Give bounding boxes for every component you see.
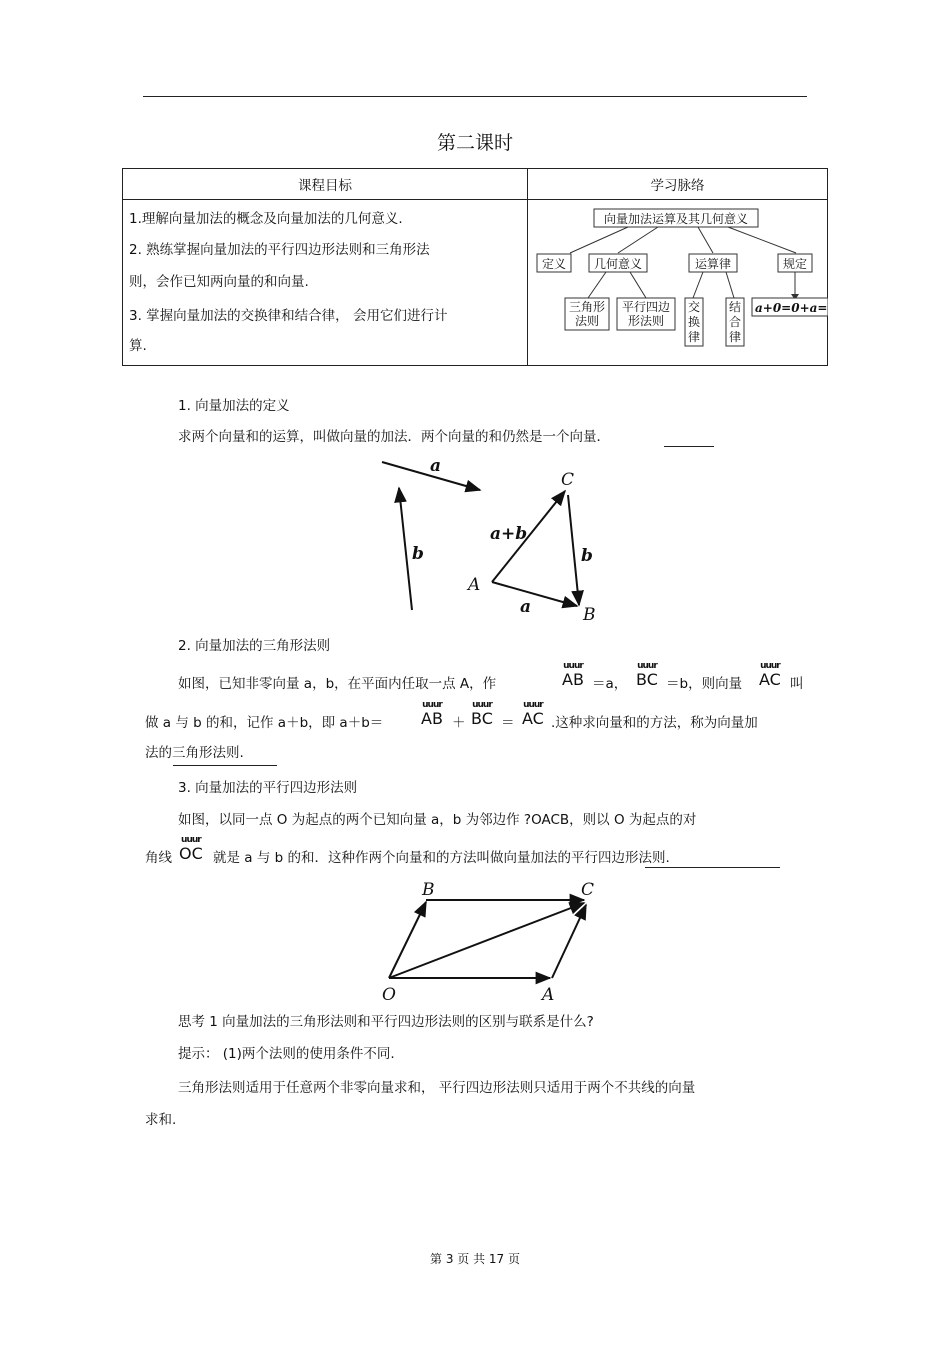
sec3-heading: 3. 向量加法的平行四边形法则 xyxy=(178,780,358,796)
sec2-line2-p2: ＋ xyxy=(452,715,466,731)
fig1-label-b-right: b xyxy=(581,546,593,566)
map-law-comm-1: 交 xyxy=(687,300,701,314)
page-footer: 第 3 页 共 17 页 xyxy=(430,1252,520,1266)
vector-b-free xyxy=(399,488,412,610)
sec2-line2-p1: 做 a 与 b 的和，记作 a＋b，即 a＋b＝ xyxy=(145,715,384,731)
vec-AC-2: uuur AC xyxy=(522,700,544,728)
fig2-label-B: B xyxy=(422,880,435,900)
map-node-def: 定义 xyxy=(541,257,567,271)
map-node-rule: 规定 xyxy=(782,257,808,271)
goal-3b: 算. xyxy=(129,338,147,354)
map-node-geo: 几何意义 xyxy=(593,257,643,271)
sec1-blank xyxy=(664,446,714,447)
fig1-label-C: C xyxy=(561,470,575,490)
map-header: 学习脉络 xyxy=(528,169,828,200)
think-line2: 求和. xyxy=(145,1112,177,1128)
fig1-label-a-top: a xyxy=(430,456,442,476)
vec-AB-2: uuur AB xyxy=(421,700,443,728)
goal-1: 1.理解向量加法的概念及向量加法的几何意义. xyxy=(129,211,403,227)
sec2-line1-p2: ＝a， xyxy=(592,676,628,692)
map-root: 向量加法运算及其几何意义 xyxy=(603,212,749,226)
think-question: 思考 1 向量加法的三角形法则和平行四边形法则的区别与联系是什么? xyxy=(178,1014,594,1030)
map-geo-tri-2: 法则 xyxy=(574,314,600,328)
figure-parallelogram-rule xyxy=(370,872,610,1007)
think-line1: 三角形法则适用于任意两个非零向量求和， 平行四边形法则只适用于两个不共线的向量 xyxy=(178,1080,696,1096)
map-geo-tri-1: 三角形 xyxy=(568,300,606,314)
sec2-blank xyxy=(173,765,277,766)
fig1-label-sum: a+b xyxy=(490,524,528,544)
map-law-assoc-2: 合 xyxy=(728,315,742,329)
sec3-line1: 如图，以同一点 O 为起点的两个已知向量 a，b 为邻边作 ?OACB，则以 O 为起点的对 xyxy=(178,812,697,828)
sec2-heading: 2. 向量加法的三角形法则 xyxy=(178,638,331,654)
goal-3a: 3. 掌握向量加法的交换律和结合律， 会用它们进行计 xyxy=(129,308,448,324)
map-law-comm-3: 律 xyxy=(687,330,701,344)
think-hint: 提示： (1)两个法则的使用条件不同. xyxy=(178,1046,395,1062)
top-rule xyxy=(143,96,807,97)
goal-2b: 则，会作已知两向量的和向量. xyxy=(129,274,309,290)
vec-AB-1: uuur AB xyxy=(562,661,584,689)
sec2-line1-p3: ＝b，则向量 xyxy=(666,676,743,692)
fig2-label-O: O xyxy=(382,985,396,1005)
sec3-line2-p1: 角线 xyxy=(145,850,172,866)
map-law-assoc-1: 结 xyxy=(728,300,742,314)
fig1-label-A: A xyxy=(468,575,481,595)
sec2-line1-p4: 叫 xyxy=(790,676,804,692)
concept-map xyxy=(528,200,828,365)
goal-2a: 2. 熟练掌握向量加法的平行四边形法则和三角形法 xyxy=(129,242,430,258)
sec1-heading: 1. 向量加法的定义 xyxy=(178,398,290,414)
vector-ab xyxy=(492,582,577,606)
fig1-label-b-left: b xyxy=(412,544,424,564)
lesson-title: 第二课时 xyxy=(436,132,513,154)
sec2-line2-p3: ＝ xyxy=(501,715,515,731)
sec3-blank xyxy=(645,867,780,868)
vec-BC-1: uuur BC xyxy=(636,661,658,689)
map-geo-par-1: 平行四边 xyxy=(621,300,671,314)
fig2-label-A: A xyxy=(542,985,555,1005)
sec1-text: 求两个向量和的运算，叫做向量的加法．两个向量的和仍然是一个向量． xyxy=(178,429,610,445)
map-law-assoc-3: 律 xyxy=(728,330,742,344)
vector-ac2 xyxy=(552,905,586,978)
fig1-label-a-bottom: a xyxy=(520,597,532,617)
sec3-line2-p2: 就是 a 与 b 的和．这种作两个向量和的方法叫做向量加法的平行四边形法则. xyxy=(213,850,670,866)
vec-OC: uuur OC xyxy=(179,835,203,863)
vector-oc xyxy=(389,903,584,978)
sec2-line2-p4: .这种求向量和的方法，称为向量加 xyxy=(551,715,758,731)
map-rule: a+0=0+a= xyxy=(755,301,828,315)
goal-header: 课程目标 xyxy=(123,169,528,200)
map-law-comm-2: 换 xyxy=(687,315,701,329)
sec2-line1-p1: 如图，已知非零向量 a，b，在平面内任取一点 A，作 xyxy=(178,676,497,692)
map-geo-par-2: 形法则 xyxy=(627,314,665,328)
vector-bc xyxy=(568,495,579,605)
fig1-label-B: B xyxy=(583,605,596,625)
fig2-label-C: C xyxy=(581,880,595,900)
sec2-line3: 法的三角形法则. xyxy=(145,745,244,761)
map-node-law: 运算律 xyxy=(694,257,732,271)
vec-BC-2: uuur BC xyxy=(471,700,493,728)
figure-triangle-rule xyxy=(370,455,610,625)
vec-AC-1: uuur AC xyxy=(759,661,781,689)
